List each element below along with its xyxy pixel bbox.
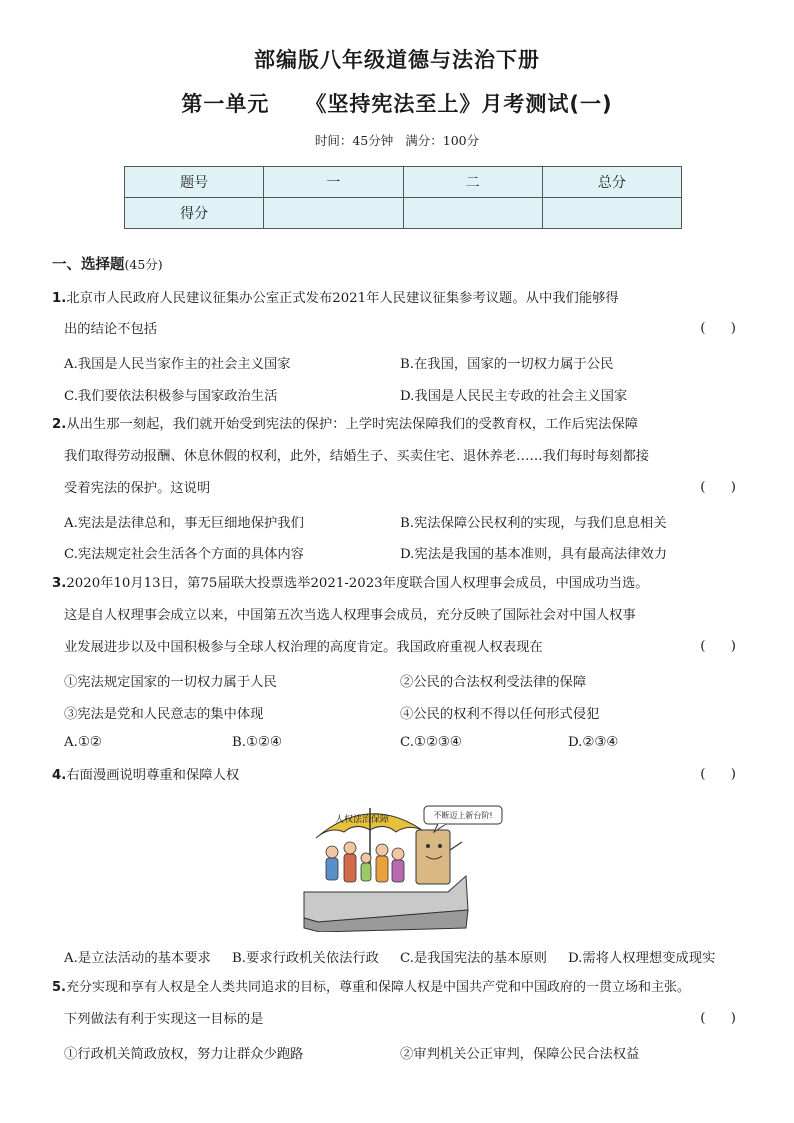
question-3-line (52, 575, 649, 593)
option-c[interactable]: C.是我国宪法的基本原则 (400, 951, 547, 966)
question-4-line (52, 767, 239, 785)
score-cell: 一 (264, 167, 403, 198)
option-d[interactable]: D.宪法是我国的基本准则，具有最高法律效力 (400, 547, 668, 562)
score-table-score-row (125, 198, 682, 229)
option-c[interactable]: C.①②③④ (400, 735, 462, 750)
question-3-line: 业发展进步以及中国积极参与全球人权治理的高度肯定。我国政府重视人权表现在 (64, 640, 543, 655)
option-d[interactable]: D.需将人权理想变成现实 (568, 951, 716, 966)
answer-blank[interactable]: ( ) (700, 767, 736, 782)
option-a[interactable]: A.宪法是法律总和，事无巨细地保护我们 (64, 516, 304, 531)
question-number: 2. (52, 417, 67, 432)
question-text: 充分实现和享有人权是全人类共同追求的目标，尊重和保障人权是中国共产党和中国政府的一贯立场和主张。 (65, 980, 690, 995)
score-input-cell[interactable] (264, 198, 403, 229)
score-cell: 题号 (125, 167, 264, 198)
person-icon (361, 853, 371, 863)
person-icon (376, 844, 388, 856)
score-table (124, 166, 682, 229)
question-text: 从出生那一刻起，我们就开始受到宪法的保护：上学时宪法保障我们的受教育权，工作后宪法保障 (66, 417, 639, 432)
exam-title: 部编版八年级道德与法治下册 (254, 48, 540, 72)
option-b[interactable]: B.在我国，国家的一切权力属于公民 (400, 357, 614, 372)
question-text: 2020年10月13日，第75届联大投票选举2021-2023年度联合国人权理事会成员，中国成功当选。 (66, 576, 649, 591)
option-d[interactable]: D.我国是人民民主专政的社会主义国家 (400, 389, 628, 404)
answer-blank[interactable]: ( ) (700, 480, 736, 495)
question-number: 1. (52, 291, 67, 306)
question-number: 4. (52, 768, 67, 783)
option-a[interactable]: A.①② (64, 735, 102, 750)
option-b[interactable]: B.要求行政机关依法行政 (232, 951, 379, 966)
question-2-line: 我们取得劳动报酬、休息休假的权利，此外，结婚生子、买卖住宅、退休养老……我们每时每刻都接 (64, 449, 650, 464)
answer-blank[interactable]: ( ) (700, 321, 736, 336)
time-limit: 时间：45分钟 (314, 133, 394, 148)
speech-bubble-text: 不断迈上新台阶! (433, 811, 493, 820)
option-c[interactable]: C.我们要依法积极参与国家政治生活 (64, 389, 278, 404)
option-a[interactable]: A.我国是人民当家作主的社会主义国家 (64, 357, 291, 372)
statement-1: ①行政机关简政放权，努力让群众少跑路 (64, 1047, 304, 1062)
question-1-line: 出的结论不包括 (64, 322, 158, 337)
option-c[interactable]: C.宪法规定社会生活各个方面的具体内容 (64, 547, 304, 562)
statement-3: ③宪法是党和人民意志的集中体现 (64, 707, 264, 722)
unit-label: 第一单元 (181, 92, 270, 116)
score-input-cell[interactable] (542, 198, 681, 229)
test-name: 《坚持宪法至上》月考测试(一) (305, 92, 613, 116)
question-text: 右面漫画说明尊重和保障人权 (66, 768, 240, 783)
statement-2: ②审判机关公正审判，保障公民合法权益 (400, 1047, 640, 1062)
umbrella-label: 人权法治保障 (334, 815, 390, 825)
constitution-book-icon (416, 830, 450, 884)
option-b[interactable]: B.宪法保障公民权利的实现，与我们息息相关 (400, 516, 667, 531)
section-points: (45分) (124, 257, 163, 272)
person-icon (344, 842, 356, 854)
statement-4: ④公民的权利不得以任何形式侵犯 (400, 707, 600, 722)
score-cell: 二 (403, 167, 542, 198)
score-input-cell[interactable] (403, 198, 542, 229)
score-cell: 总分 (542, 167, 681, 198)
question-text: 北京市人民政府人民建议征集办公室正式发布2021年人民建议征集参考议题。从中我们能够得 (66, 291, 619, 306)
full-score: 满分：100分 (405, 133, 480, 148)
exam-meta (0, 131, 794, 149)
question-3-line: 这是自人权理事会成立以来，中国第五次当选人权理事会成员，充分反映了国际社会对中国人权事 (64, 608, 636, 623)
human-rights-cartoon (298, 800, 506, 932)
question-5-line (52, 979, 690, 997)
question-1-line (52, 290, 619, 308)
person-icon (326, 846, 338, 858)
answer-blank[interactable]: ( ) (700, 1011, 736, 1026)
question-2-line (52, 416, 638, 434)
option-d[interactable]: D.②③④ (568, 735, 619, 750)
exam-subtitle (0, 88, 794, 118)
statement-2: ②公民的合法权利受法律的保障 (400, 675, 587, 690)
question-number: 5. (52, 980, 66, 995)
question-2-line: 受着宪法的保护。这说明 (64, 481, 211, 496)
option-a[interactable]: A.是立法活动的基本要求 (64, 951, 211, 966)
person-icon (392, 848, 404, 860)
section-heading (52, 253, 163, 274)
option-b[interactable]: B.①②④ (232, 735, 282, 750)
answer-blank[interactable]: ( ) (700, 639, 736, 654)
statement-1: ①宪法规定国家的一切权力属于人民 (64, 675, 277, 690)
score-table-header-row (125, 167, 682, 198)
score-cell: 得分 (125, 198, 264, 229)
section-title: 一、选择题 (52, 257, 125, 273)
question-5-line: 下列做法有利于实现这一目标的是 (64, 1012, 264, 1027)
question-number: 3. (52, 576, 67, 591)
